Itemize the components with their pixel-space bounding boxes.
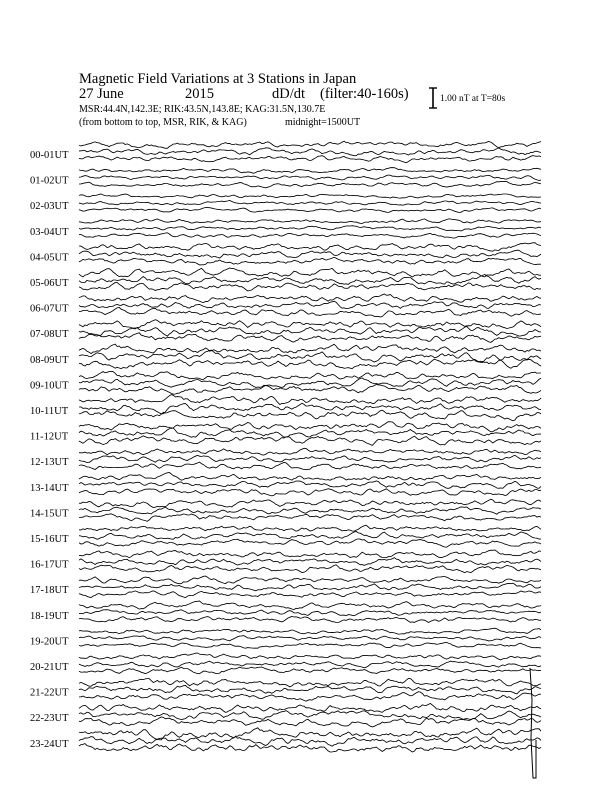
hour-label: 19-20UT <box>30 636 69 648</box>
trace-kag <box>79 499 541 507</box>
quantity-label: dD/dt <box>272 86 306 102</box>
trace-rik <box>79 148 541 156</box>
trace-kag <box>79 653 541 660</box>
hour-label: 01-02UT <box>30 175 69 187</box>
hour-label: 22-23UT <box>30 713 69 725</box>
trace-msr <box>79 717 541 727</box>
hour-label: 18-19UT <box>30 610 69 622</box>
trace-rik <box>79 711 541 721</box>
trace-msr <box>79 385 541 395</box>
trace-msr <box>79 565 541 573</box>
trace-kag <box>79 372 541 380</box>
trace-kag <box>79 219 541 224</box>
trace-msr <box>79 307 541 317</box>
trace-msr <box>79 642 541 648</box>
trace-rik <box>79 636 541 641</box>
trace-kag <box>79 268 541 277</box>
trace-rik <box>79 583 541 591</box>
stations-line: MSR:44.4N,142.3E; RIK:43.5N,143.8E; KAG:31.5N,130.7E <box>79 104 326 115</box>
hour-label: 04-05UT <box>30 252 69 264</box>
trace-kag <box>79 601 541 610</box>
trace-kag <box>79 141 541 148</box>
scale-label: 1.00 nT at T=80s <box>440 94 506 104</box>
trace-kag <box>79 395 541 405</box>
hour-label: 11-12UT <box>30 431 69 443</box>
hour-label: 02-03UT <box>30 201 69 213</box>
trace-msr <box>79 283 541 291</box>
hour-label: 00-01UT <box>30 150 69 161</box>
trace-msr <box>79 436 541 446</box>
hour-label: 05-06UT <box>30 278 69 289</box>
trace-msr <box>79 591 541 598</box>
trace-kag <box>79 422 541 432</box>
trace-msr <box>79 333 541 343</box>
trace-rik <box>79 610 541 616</box>
hour-label: 07-08UT <box>30 329 69 341</box>
trace-rik <box>79 403 541 414</box>
trace-kag <box>79 344 541 354</box>
trace-msr <box>79 744 541 752</box>
trace-kag <box>79 728 541 740</box>
order-note: (from bottom to top, MSR, RIK, & KAG) <box>79 117 247 128</box>
hour-label: 15-16UT <box>30 534 69 545</box>
year-label: 2015 <box>185 86 214 102</box>
trace-rik <box>79 175 541 180</box>
trace-kag <box>79 473 541 481</box>
trace-msr <box>79 617 541 623</box>
hour-label: 13-14UT <box>30 482 69 494</box>
trace-kag <box>79 678 541 687</box>
trace-rik <box>79 558 541 566</box>
trace-msr <box>79 462 541 470</box>
trace-rik <box>79 201 541 206</box>
hour-label: 20-21UT <box>30 662 69 673</box>
trace-msr <box>79 539 541 547</box>
trace-kag <box>79 448 541 455</box>
trace-rik <box>79 250 541 258</box>
trace-kag <box>79 628 541 634</box>
trace-rik <box>79 661 541 668</box>
trace-rik <box>79 378 541 387</box>
trace-rik <box>79 226 541 231</box>
hour-label: 21-22UT <box>30 687 69 699</box>
hour-label: 12-13UT <box>30 457 69 469</box>
trace-rik <box>79 507 541 514</box>
hour-label: 17-18UT <box>30 585 69 597</box>
date-label: 27 June <box>79 86 124 102</box>
hour-label: 14-15UT <box>30 508 69 520</box>
trace-kag <box>79 294 541 303</box>
chart-title: Magnetic Field Variations at 3 Stations in Japan <box>79 71 357 87</box>
trace-msr <box>79 208 541 213</box>
trace-rik <box>79 428 541 438</box>
filter-label: (filter:40-160s) <box>320 86 409 102</box>
trace-kag <box>79 704 541 713</box>
trace-kag <box>79 194 541 198</box>
trace-kag <box>79 576 541 584</box>
trace-msr <box>79 489 541 496</box>
midnight-note: midnight=1500UT <box>285 117 361 128</box>
hour-label: 10-11UT <box>30 406 69 417</box>
trace-kag <box>79 525 541 531</box>
trace-rik <box>79 326 541 336</box>
trace-kag <box>79 168 541 174</box>
trace-msr <box>79 359 541 369</box>
hour-label: 16-17UT <box>30 559 69 571</box>
trace-kag <box>79 243 541 252</box>
trace-msr <box>79 182 541 188</box>
trace-msr <box>79 692 541 702</box>
trace-msr <box>79 156 541 163</box>
trace-excursion <box>530 668 536 778</box>
trace-rik <box>79 275 541 285</box>
trace-msr <box>79 257 541 265</box>
hour-label: 03-04UT <box>30 226 69 238</box>
hour-label: 06-07UT <box>30 303 69 315</box>
trace-rik <box>79 301 541 308</box>
trace-msr <box>79 514 541 522</box>
hour-label: 23-24UT <box>30 738 69 750</box>
trace-rik <box>79 531 541 539</box>
trace-rik <box>79 686 541 694</box>
trace-msr <box>79 667 541 674</box>
trace-kag <box>79 550 541 558</box>
hour-label: 09-10UT <box>30 380 69 392</box>
trace-msr <box>79 410 541 421</box>
trace-rik <box>79 737 541 747</box>
trace-rik <box>79 455 541 462</box>
trace-rik <box>79 481 541 488</box>
trace-msr <box>79 233 541 238</box>
hour-label: 08-09UT <box>30 354 69 366</box>
